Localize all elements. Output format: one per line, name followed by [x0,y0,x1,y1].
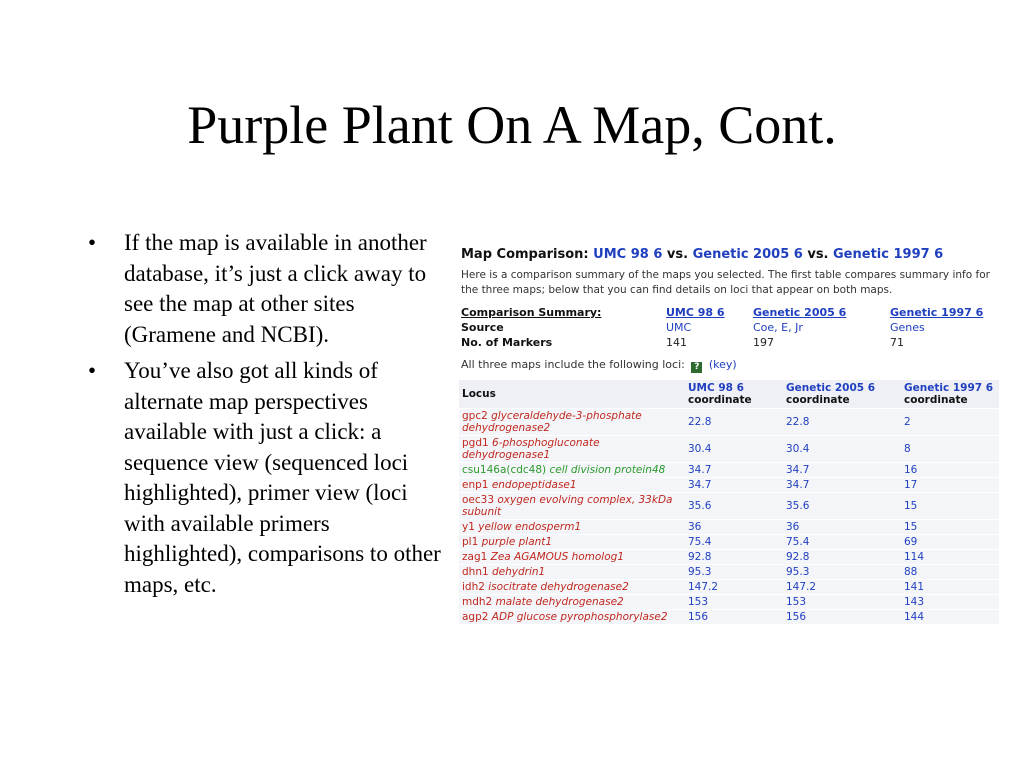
coordinate-cell[interactable]: 147.2 [783,580,901,594]
loci-col-sub: coordinate [786,394,850,406]
coordinate-cell[interactable]: 34.7 [783,478,901,492]
loci-row [459,436,999,462]
coordinate-cell[interactable]: 156 [783,610,901,624]
coordinate-cell[interactable]: 17 [901,478,999,492]
map1-link[interactable]: UMC 98 6 [593,247,663,262]
locus-symbol: mdh2 [462,596,493,608]
loci-col-sub: coordinate [688,394,752,406]
summary-col-header[interactable]: Genetic 2005 6 [753,306,847,319]
bullet-glyph: • [88,230,97,255]
loci-row [459,520,999,534]
summary-row [461,321,997,336]
locus-name: isocitrate dehydrogenase2 [488,581,629,593]
summary-col-header[interactable]: UMC 98 6 [666,306,725,319]
loci-col-name: Genetic 1997 6 [904,382,994,394]
coordinate-cell[interactable]: 36 [783,520,901,534]
map2-link[interactable]: Genetic 2005 6 [692,247,803,262]
locus-name: oxygen evolving complex, 33kDa subunit [462,494,673,518]
coordinate-cell[interactable]: 35.6 [685,493,783,519]
coordinate-cell[interactable]: 15 [901,493,999,519]
locus-cell[interactable] [459,610,685,624]
coordinate-cell[interactable]: 22.8 [783,409,901,435]
locus-symbol: agp2 [462,611,489,623]
heading-vs: vs. [802,247,834,262]
locus-symbol: dhn1 [462,566,489,578]
locus-symbol: pl1 [462,536,479,548]
loci-note-text: All three maps include the following loci: [461,358,685,371]
coordinate-cell[interactable]: 34.7 [783,463,901,477]
locus-symbol: y1 [462,521,475,533]
coordinate-cell[interactable]: 2 [901,409,999,435]
locus-symbol: pgd1 [462,437,489,449]
loci-col-name: UMC 98 6 [688,382,744,394]
locus-name: Zea AGAMOUS homolog1 [490,551,624,563]
coordinate-cell[interactable]: 144 [901,610,999,624]
locus-symbol: zag1 [462,551,488,563]
bullet-text: You’ve also got all kinds of alternate map perspectives available with just a click: a sequence view (sequenced loci highlighted), primer view (loci with available primers highlighted), comparisons to other maps, etc. [124,358,441,597]
map-comparison-heading [461,247,943,262]
loci-row [459,478,999,492]
locus-cell[interactable] [459,409,685,435]
loci-col-header[interactable] [901,380,999,408]
locus-name: cell division protein48 [549,464,666,476]
loci-row [459,409,999,435]
coordinate-cell[interactable]: 69 [901,535,999,549]
summary-cell[interactable]: Genes [890,321,925,334]
locus-symbol: gpc2 [462,410,488,422]
coordinate-cell[interactable]: 95.3 [783,565,901,579]
coordinate-cell[interactable]: 36 [685,520,783,534]
locus-name: purple plant1 [481,536,553,548]
summary-row [461,336,997,351]
bullet-glyph: • [88,358,97,383]
coordinate-cell[interactable]: 114 [901,550,999,564]
locus-header: Locus [459,380,685,408]
loci-col-sub: coordinate [904,394,968,406]
coordinate-cell[interactable]: 153 [685,595,783,609]
loci-row [459,463,999,477]
locus-symbol: enp1 [462,479,489,491]
locus-cell[interactable] [459,580,685,594]
locus-cell[interactable] [459,550,685,564]
bullet-item [88,228,448,350]
locus-symbol: csu146a(cdc48) [462,464,547,476]
locus-name: dehydrin1 [492,566,546,578]
map-comparison-screenshot [456,236,1002,666]
loci-row [459,565,999,579]
loci-row [459,535,999,549]
loci-table-body [459,409,999,624]
locus-cell[interactable] [459,595,685,609]
loci-row [459,595,999,609]
coordinate-cell[interactable]: 75.4 [685,535,783,549]
coordinate-cell[interactable]: 95.3 [685,565,783,579]
loci-row [459,493,999,519]
locus-symbol: idh2 [462,581,485,593]
coordinate-cell[interactable]: 88 [901,565,999,579]
help-icon[interactable]: ? [691,362,702,373]
summary-cell: 71 [890,336,904,349]
bullet-item [88,356,448,600]
coordinate-cell[interactable]: 8 [901,436,999,462]
summary-cell[interactable]: Coe, E, Jr [753,321,803,334]
loci-row [459,610,999,624]
loci-col-header[interactable] [783,380,901,408]
loci-row [459,550,999,564]
locus-name: glyceraldehyde-3-phosphate dehydrogenase2 [462,410,642,434]
coordinate-cell[interactable]: 16 [901,463,999,477]
loci-col-header[interactable] [685,380,783,408]
coordinate-cell[interactable]: 156 [685,610,783,624]
locus-cell[interactable] [459,436,685,462]
locus-name: 6-phosphogluconate dehydrogenase1 [462,437,600,461]
locus-name: malate dehydrogenase2 [495,596,624,608]
heading-vs: vs. [662,247,693,262]
coordinate-cell[interactable]: 35.6 [783,493,901,519]
heading-prefix: Map Comparison: [461,247,594,262]
coordinate-cell[interactable]: 22.8 [685,409,783,435]
coordinate-cell[interactable]: 92.8 [783,550,901,564]
loci-header-row [459,380,999,408]
locus-name: ADP glucose pyrophosphorylase2 [491,611,668,623]
loci-row [459,580,999,594]
loci-table [459,379,999,625]
bullet-list [88,228,448,606]
locus-cell[interactable] [459,520,685,534]
locus-cell[interactable] [459,463,685,477]
coordinate-cell[interactable]: 30.4 [783,436,901,462]
comparison-description: Here is a comparison summary of the maps you selected. The first table compares summary info for the three maps; below that you can find details on loci that appear on both maps. [461,269,990,296]
locus-cell[interactable] [459,478,685,492]
coordinate-cell[interactable]: 30.4 [685,436,783,462]
slide-title: Purple Plant On A Map, Cont. [187,95,837,155]
locus-symbol: oec33 [462,494,495,506]
coordinate-cell[interactable]: 15 [901,520,999,534]
summary-header-row [461,306,997,321]
locus-cell[interactable] [459,493,685,519]
coordinate-cell[interactable]: 143 [901,595,999,609]
summary-row-label: Source [461,321,504,334]
bullet-text: If the map is available in another database, it’s just a click away to see the map at other sites (Gramene and NCBI). [124,230,427,347]
summary-cell: 141 [666,336,687,349]
summary-col-header[interactable]: Genetic 1997 6 [890,306,984,319]
coordinate-cell[interactable]: 34.7 [685,463,783,477]
locus-name: endopeptidase1 [491,479,577,491]
summary-row-label: No. of Markers [461,336,553,349]
comparison-summary-table [461,306,997,351]
key-link[interactable]: (key) [708,358,737,371]
coordinate-cell[interactable]: 34.7 [685,478,783,492]
coordinate-cell[interactable]: 147.2 [685,580,783,594]
coordinate-cell[interactable]: 92.8 [685,550,783,564]
loci-col-name: Genetic 2005 6 [786,382,876,394]
loci-note [461,358,737,373]
locus-cell[interactable] [459,535,685,549]
coordinate-cell[interactable]: 153 [783,595,901,609]
coordinate-cell[interactable]: 75.4 [783,535,901,549]
locus-cell[interactable] [459,565,685,579]
summary-cell[interactable]: UMC [666,321,692,334]
map3-link[interactable]: Genetic 1997 6 [833,247,944,262]
coordinate-cell[interactable]: 141 [901,580,999,594]
summary-cell: 197 [753,336,774,349]
summary-label: Comparison Summary: [461,306,602,319]
locus-name: yellow endosperm1 [478,521,582,533]
